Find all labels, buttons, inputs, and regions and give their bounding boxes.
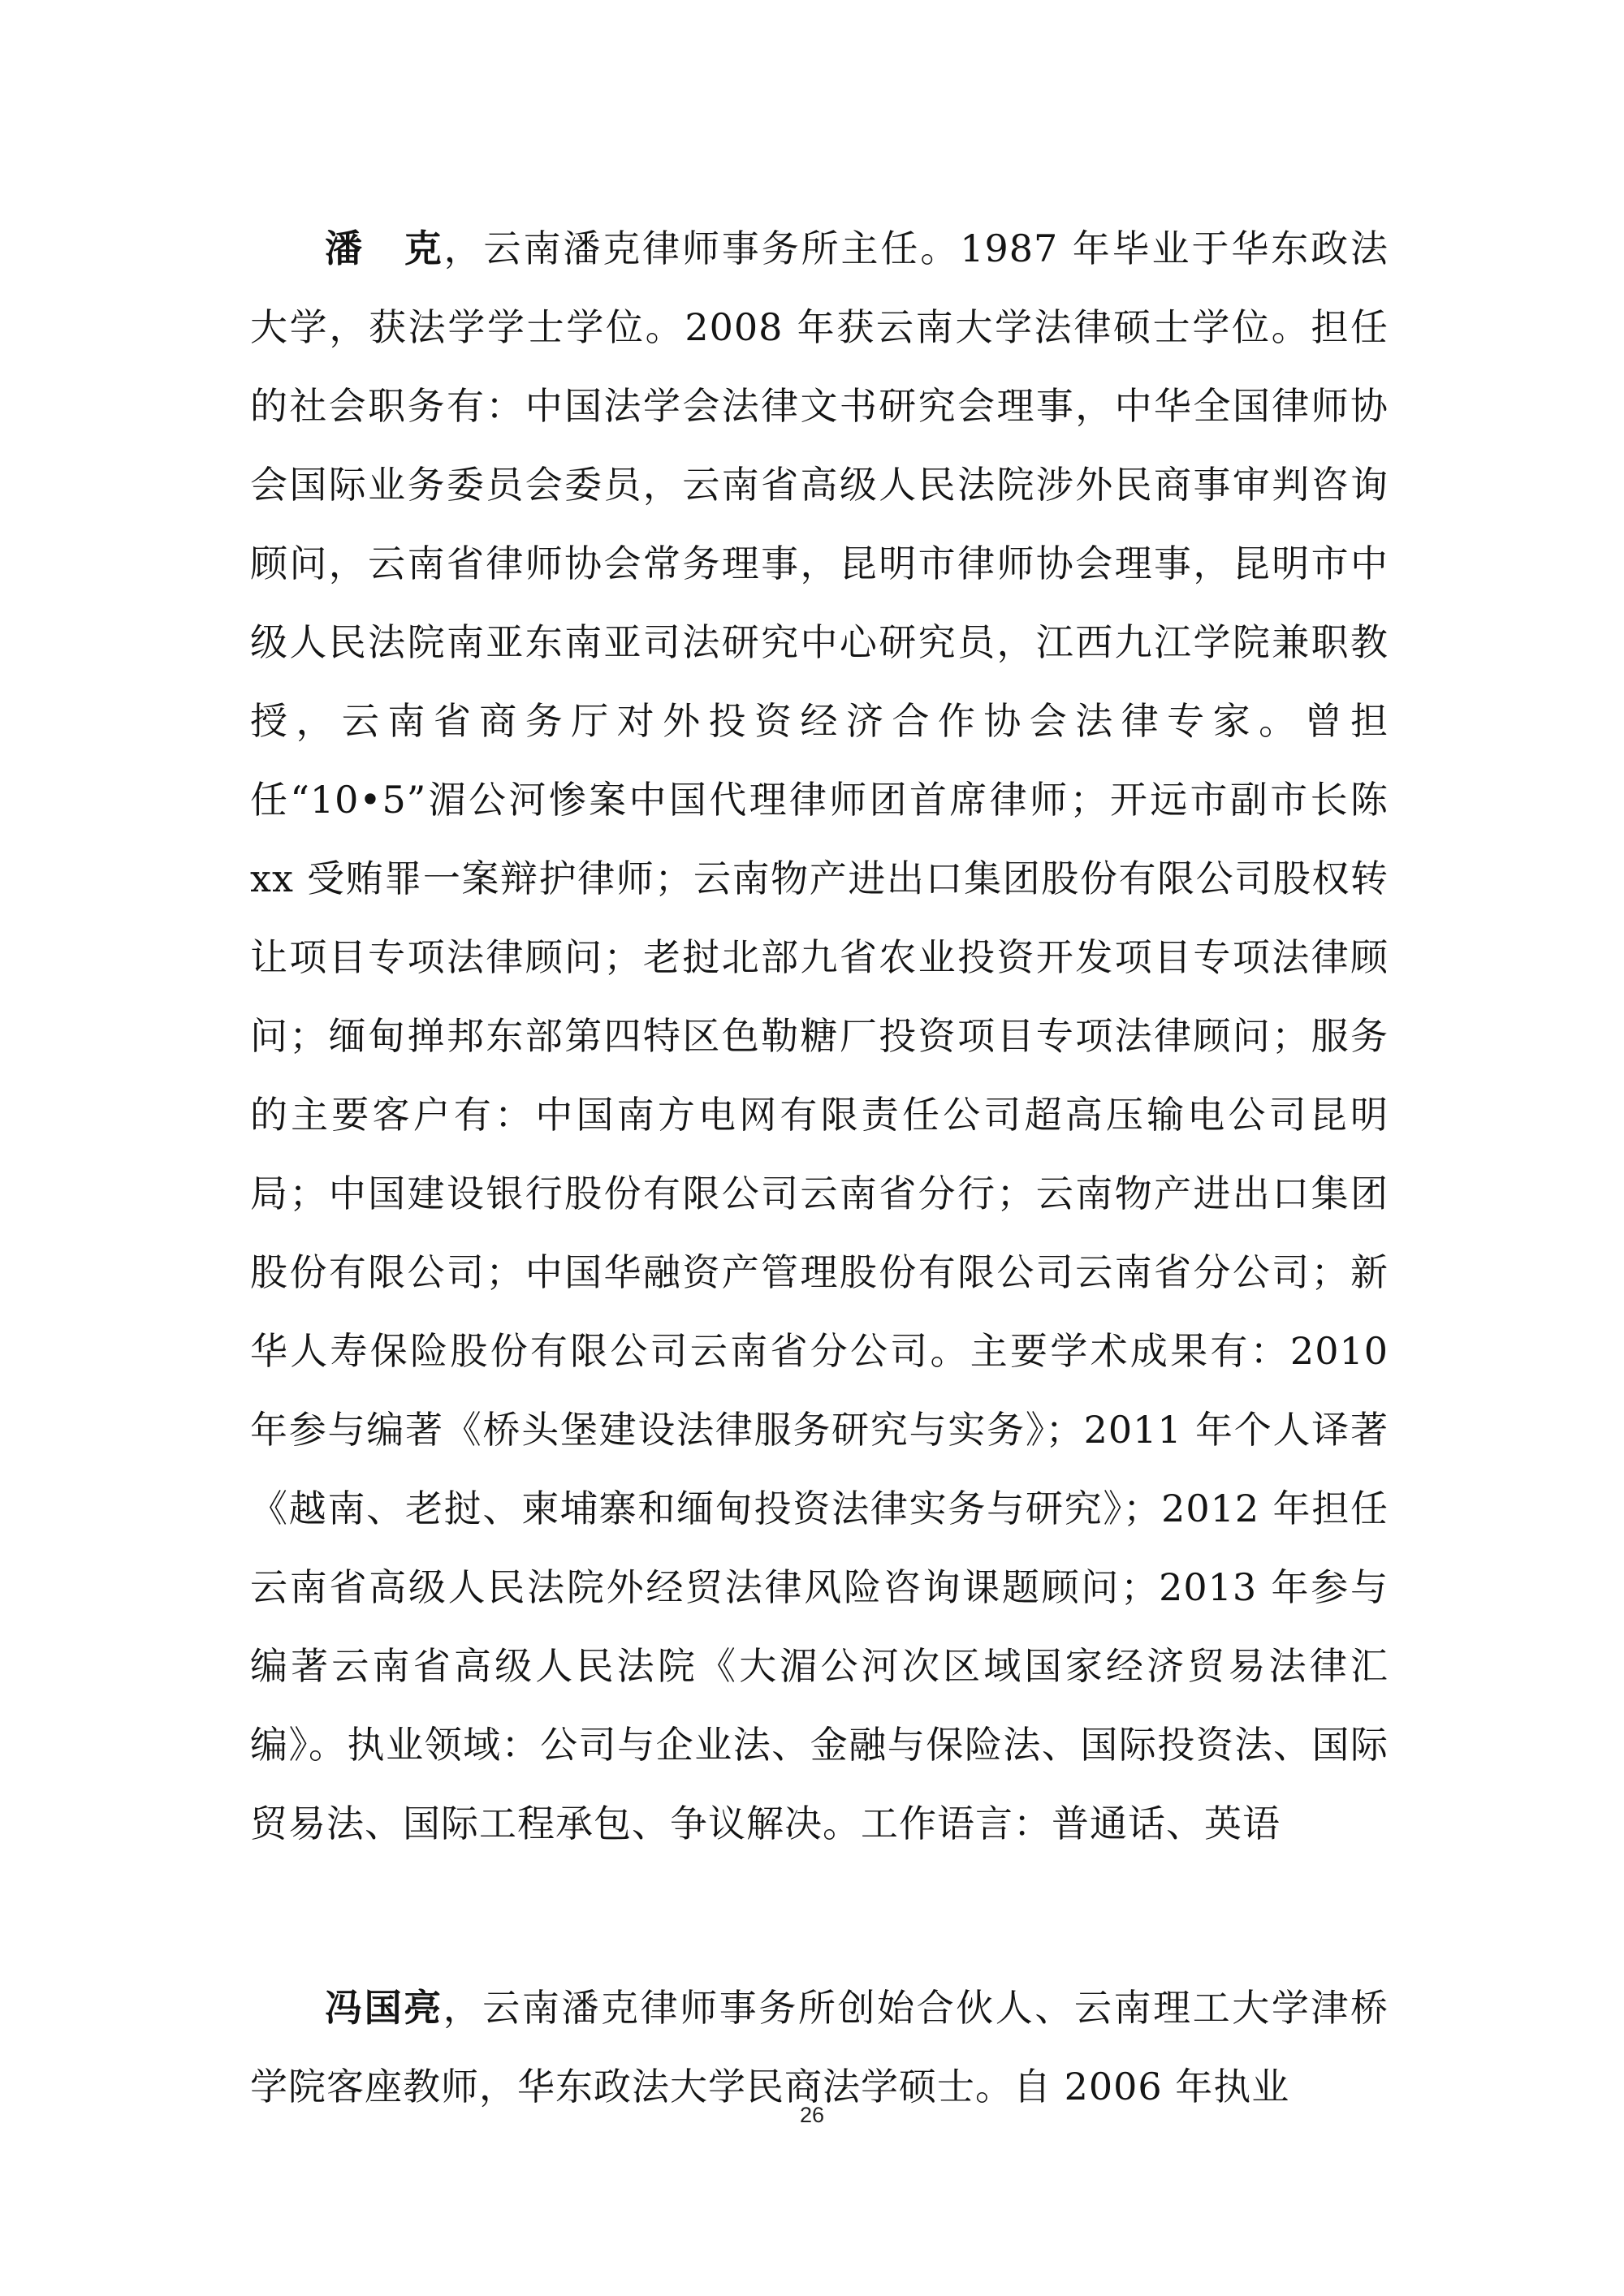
page-body <box>250 209 1389 2126</box>
paragraph-spacer <box>250 1863 1389 1969</box>
page-number: 26 <box>799 2103 825 2127</box>
bio-name: 冯国亮 <box>325 1986 443 2030</box>
bio-paragraph-pan-ke <box>250 209 1389 1863</box>
bio-text: ，云南潘克律师事务所创始合伙人、云南理工大学津桥学院客座教师，华东政法大学民商法学硕士。自 2006 年执业 <box>250 1986 1389 2108</box>
bio-name: 潘 克 <box>325 227 444 270</box>
bio-text: ，云南潘克律师事务所主任。1987 年毕业于华东政法大学，获法学学士学位。2008 年获云南大学法律硕士学位。担任的社会职务有：中国法学会法律文书研究会理事，中华全国律师协会国际业务委员会委员，云南省高级人民法院涉外民商事审判咨询顾问，云南省律师协会常务理事，昆明市律师协会理事，昆明市中级人民法院南亚东南亚司法研究中心研究员，江西九江学院兼职教授，云南省商务厅对外投资经济合作协会法律专家。曾担任“10•5”湄公河惨案中国代理律师团首席律师；开远市副市长陈 xx 受贿罪一案辩护律师；云南物产进出口集团股份有限公司股权转让项目专项法律顾问；老挝北部九省农业投资开发项目专项法律顾问；缅甸掸邦东部第四特区色勒糖厂投资项目专项法律顾问；服务的主要客户有：中国南方电网有限责任公司超高压输电公司昆明局；中国建设银行股份有限公司云南省分行；云南物产进出口集团股份有限公司；中国华融资产管理股份有限公司云南省分公司；新华人寿保险股份有限公司云南省分公司。主要学术成果有：2010 年参与编著《桥头堡建设法律服务研究与实务》；2011 年个人译著《越南、老挝、柬埔寨和缅甸投资法律实务与研究》；2012 年担任云南省高级人民法院外经贸法律风险咨询课题顾问；2013 年参与编著云南省高级人民法院《大湄公河次区域国家经济贸易法律汇编》。执业领域：公司与企业法、金融与保险法、国际投资法、国际贸易法、国际工程承包、争议解决。工作语言：普通话、英语 <box>250 227 1389 1845</box>
